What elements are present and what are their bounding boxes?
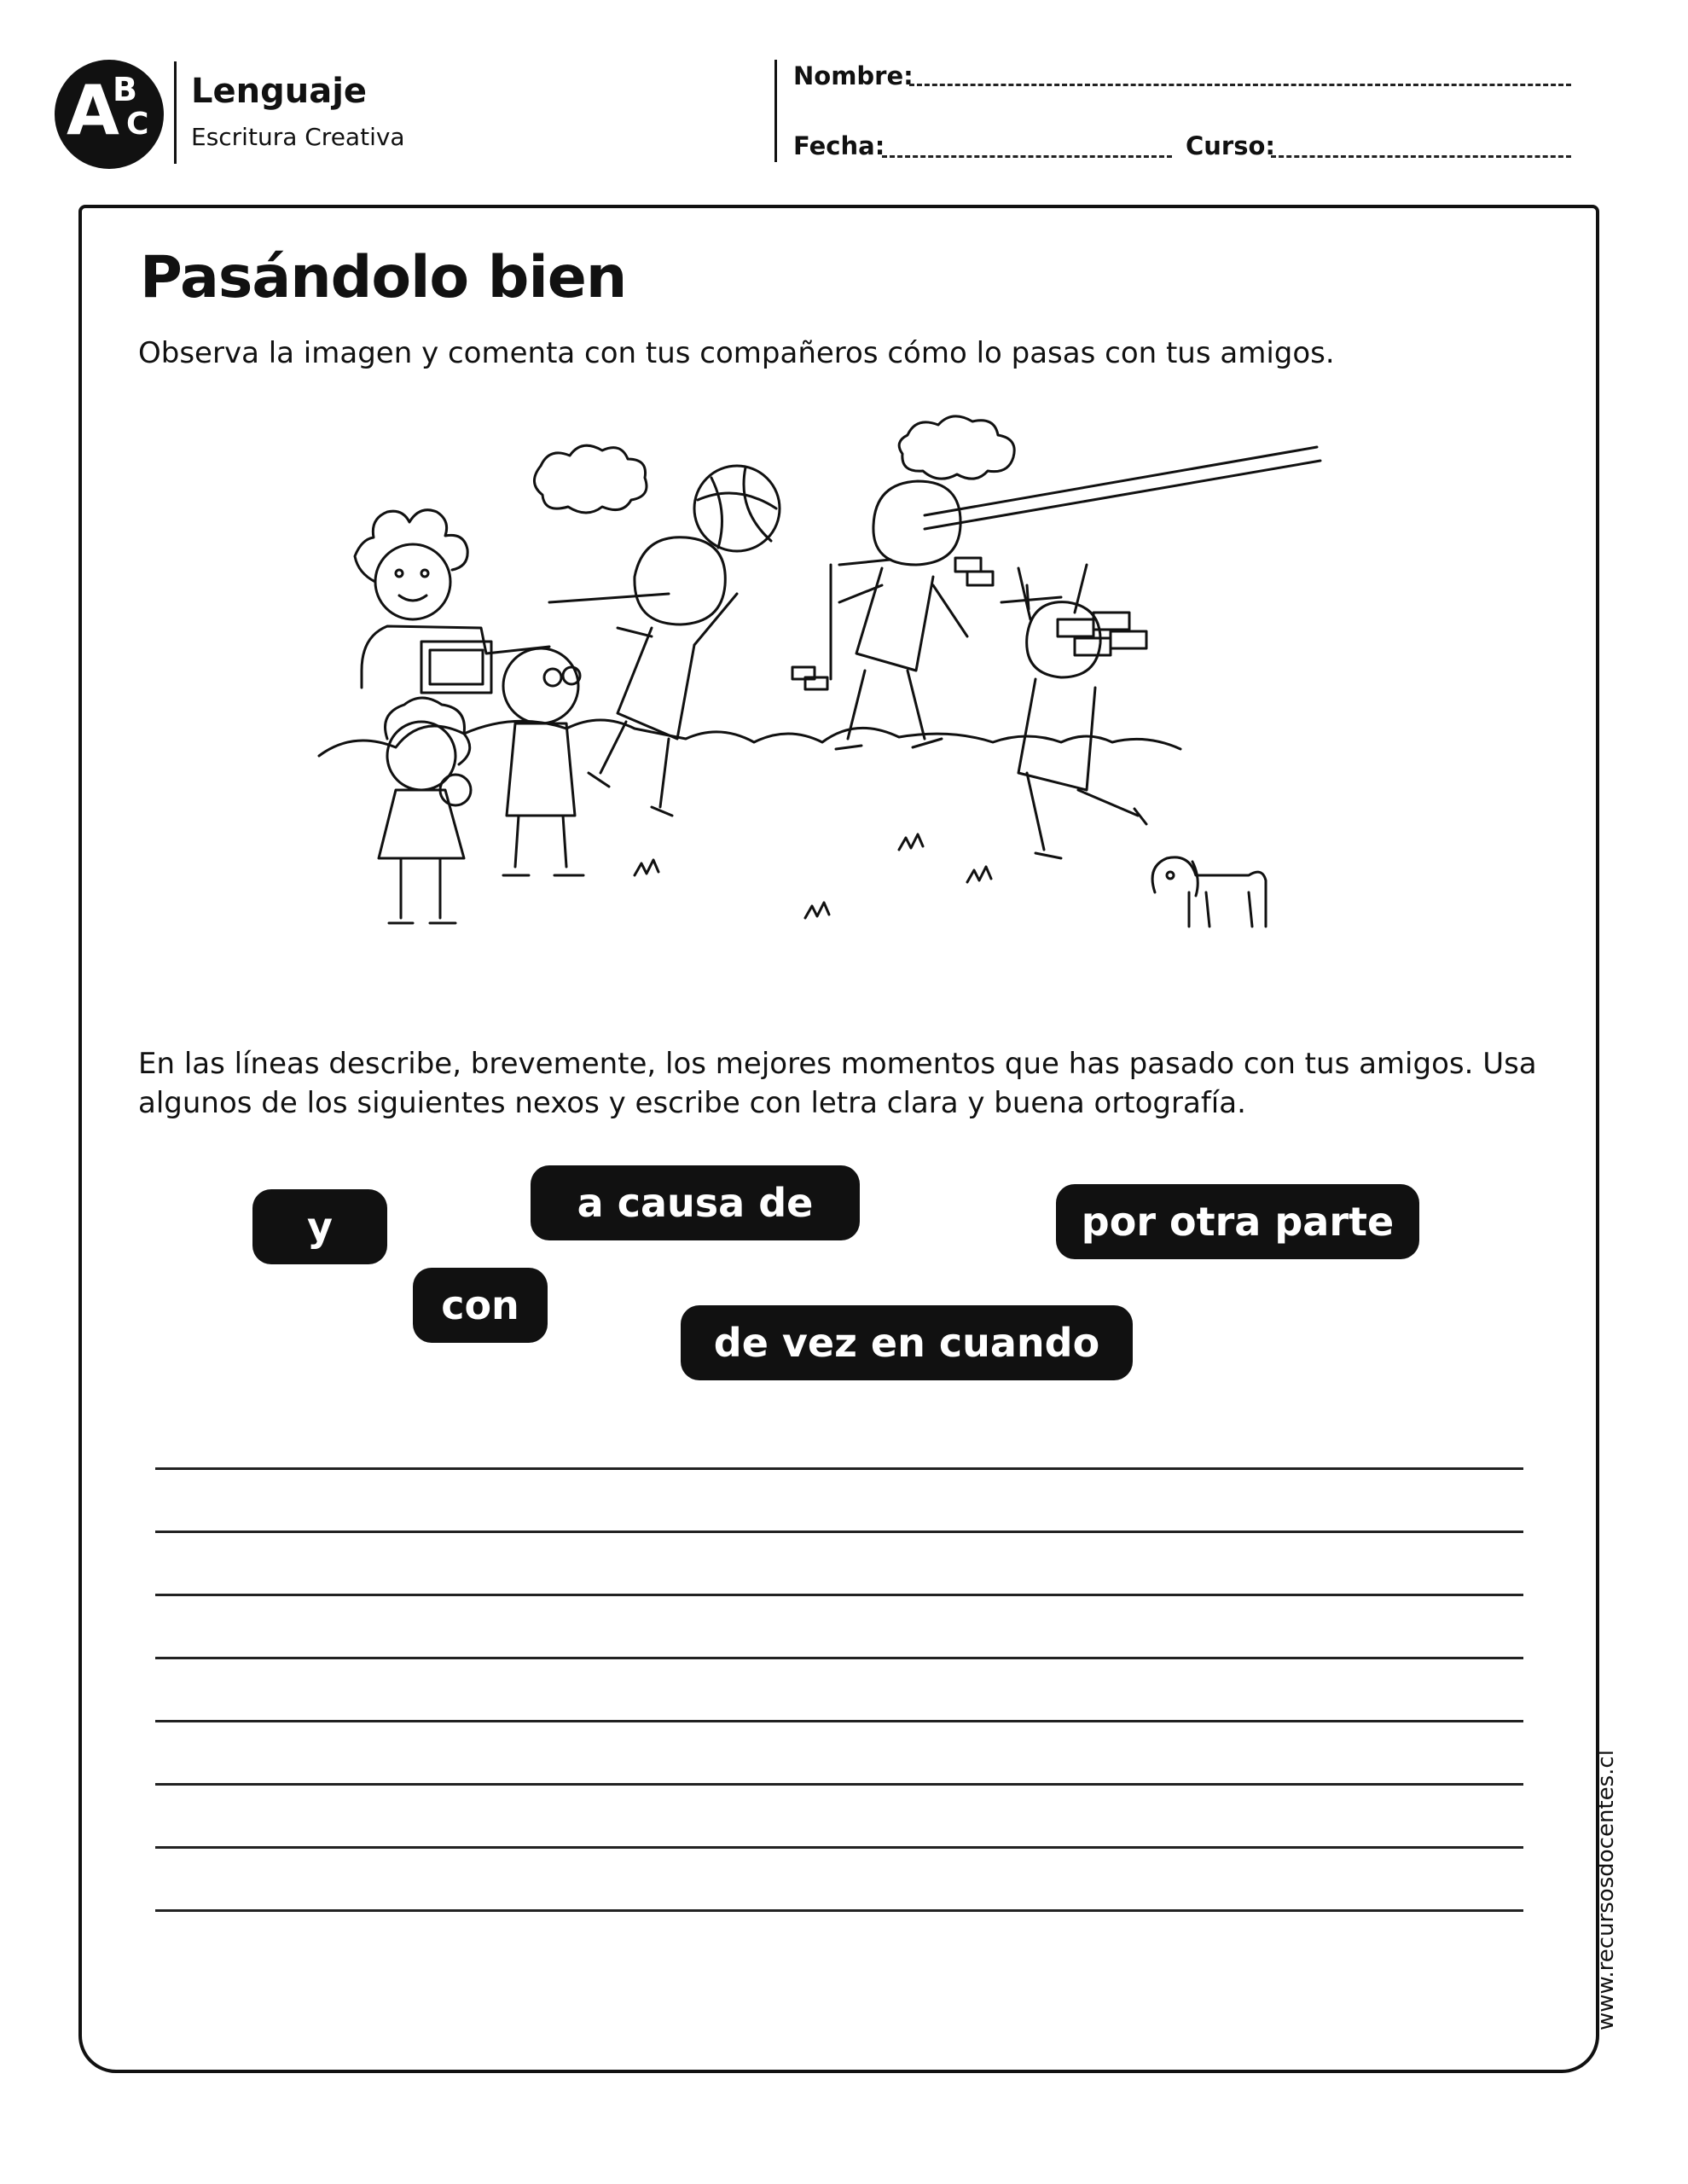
header-divider — [774, 60, 777, 162]
ball-icon — [694, 466, 780, 551]
roof-icon — [925, 447, 1320, 529]
running-boy-icon — [836, 481, 967, 749]
children-playing-illustration — [293, 415, 1331, 961]
connector-pill: y — [252, 1189, 387, 1264]
writing-line[interactable] — [155, 1531, 1523, 1533]
name-field[interactable] — [909, 84, 1571, 86]
falling-boy-icon — [1018, 565, 1146, 858]
connector-pill: con — [413, 1268, 548, 1343]
abc-logo-icon — [55, 60, 164, 169]
logo-letter-c: C — [126, 107, 149, 142]
writing-line[interactable] — [155, 1467, 1523, 1470]
date-field[interactable] — [882, 155, 1172, 158]
writing-line[interactable] — [155, 1846, 1523, 1849]
cloud-icon — [899, 416, 1014, 479]
connector-pill: de vez en cuando — [681, 1305, 1133, 1380]
header-divider — [174, 61, 177, 164]
jumping-girl-icon — [589, 537, 737, 816]
date-label: Fecha: — [793, 131, 885, 160]
name-label: Nombre: — [793, 61, 914, 90]
instruction-observe: Observa la imagen y comenta con tus compañeros cómo lo pasas con tus amigos. — [138, 336, 1335, 370]
cloud-icon — [534, 445, 647, 513]
website-url: www.recursosdocentes.cl — [1593, 1750, 1619, 2030]
sun-icon — [355, 510, 467, 619]
dog-icon — [1152, 857, 1266, 926]
unit-subtitle: Escritura Creativa — [191, 123, 405, 151]
subject-title: Lenguaje — [191, 72, 368, 111]
writing-line[interactable] — [155, 1657, 1523, 1659]
writing-line[interactable] — [155, 1909, 1523, 1912]
logo-letter-a: A — [67, 71, 119, 150]
course-field[interactable] — [1271, 155, 1571, 158]
course-label: Curso: — [1186, 131, 1276, 160]
wall-icon — [549, 560, 890, 679]
page-title: Pasándolo bien — [140, 244, 627, 311]
logo-letter-b: B — [113, 71, 137, 108]
house-icon — [362, 626, 549, 688]
writing-line[interactable] — [155, 1783, 1523, 1786]
boy-with-glasses-icon — [503, 648, 583, 875]
connector-pill: por otra parte — [1056, 1184, 1419, 1259]
writing-line[interactable] — [155, 1594, 1523, 1596]
grass-horizon-icon — [319, 720, 1180, 756]
connector-pill: a causa de — [531, 1165, 860, 1240]
writing-line[interactable] — [155, 1720, 1523, 1722]
instruction-describe: En las líneas describe, brevemente, los mejores momentos que has pasado con tus amigos. Usa algunos de los siguientes nexos y escribe con letra clara y buena ortografía. — [138, 1047, 1537, 1120]
bricks-icon — [792, 558, 1146, 689]
